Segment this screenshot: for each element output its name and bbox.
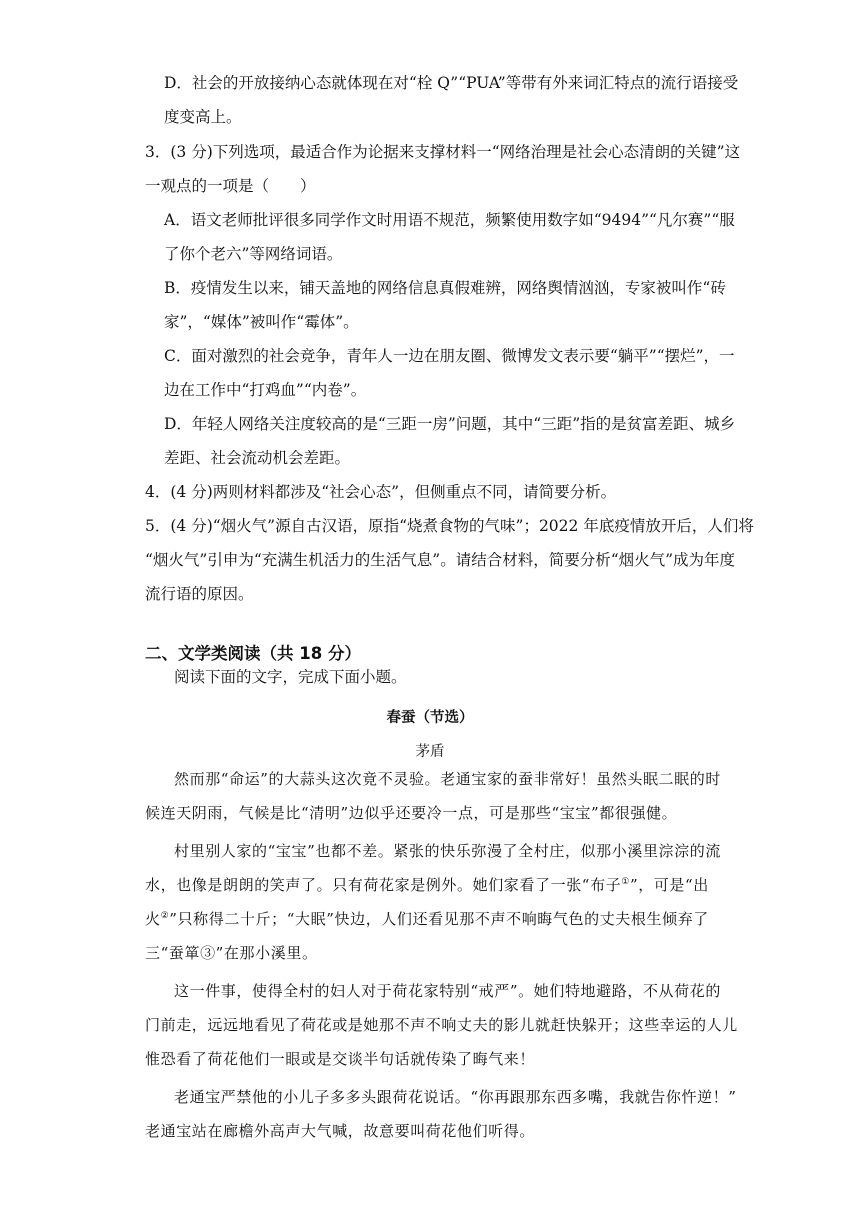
option-d2-line2: 差距、社会流动机会差距。 xyxy=(164,449,351,467)
footnote-mark-1: ① xyxy=(621,877,630,887)
option-a-line2: 了你个老六”等网络词语。 xyxy=(164,245,343,263)
passage-line: 惟恐看了荷花他们一眼或是交谈半句话就传染了晦气来！ xyxy=(145,1050,536,1068)
passage-line: 门前走，远远地看见了荷花或是她那不声不响丈夫的影儿就赶快躲开；这些幸运的人儿 xyxy=(145,1016,738,1034)
passage-line: 候连天阴雨，气候是比“清明”边似乎还要冷一点，可是那些“宝宝”都很强健。 xyxy=(145,804,678,822)
passage-text: ”，可是“出 xyxy=(629,876,709,894)
passage-line-with-note xyxy=(145,868,709,902)
passage-author: 茅盾 xyxy=(415,744,445,760)
section-instruction: 阅读下面的文字，完成下面小题。 xyxy=(174,668,407,686)
option-d-line2: 度变高上。 xyxy=(164,108,242,126)
option-d-line1: D．社会的开放接纳心态就体现在对“栓 Q”“PUA”等带有外来词汇特点的流行语接受 xyxy=(164,74,739,92)
question-5-line3: 流行语的原因。 xyxy=(145,585,254,603)
passage-text: ”只称得二十斤；“大眠”快边，人们还看见那不声不响晦气色的丈夫根生倾弃了 xyxy=(169,910,709,928)
passage-line: 这一件事，使得全村的妇人对于荷花家特别“戒严”。她们特地避路，不从荷花的 xyxy=(174,982,721,1000)
passage-line: 然而那“命运”的大蒜头这次竟不灵验。老通宝家的蚕非常好！虽然头眠二眠的时 xyxy=(174,770,721,788)
question-5-line1: 5．(4 分)“烟火气”源自古汉语，原指“烧煮食物的气味”；2022 年底疫情放开后，人们将 xyxy=(145,517,754,535)
passage-line: 老通宝站在廊檐外高声大气喊，故意要叫荷花他们听得。 xyxy=(145,1122,536,1140)
question-5-line2: “烟火气”引申为“充满生机活力的生活气息”。请结合材料，简要分析“烟火气”成为年度 xyxy=(145,551,736,569)
question-3-line2: 一观点的一项是（ ） xyxy=(145,177,316,195)
section-heading: 二、文学类阅读（共 18 分） xyxy=(145,644,361,663)
passage-title: 春蚕（节选） xyxy=(386,710,474,726)
footnote-mark-2: ② xyxy=(160,911,170,921)
passage-line-with-note xyxy=(145,902,709,936)
passage-text: 水，也像是朗朗的笑声了。只有荷花家是例外。她们家看了一张“布子 xyxy=(145,876,622,894)
option-c-line1: C．面对激烈的社会竞争，青年人一边在朋友圈、微博发文表示要“躺平”“摆烂”，一 xyxy=(164,347,735,365)
option-d2-line1: D．年轻人网络关注度较高的是“三距一房”问题，其中“三距”指的是贫富差距、城乡 xyxy=(164,415,736,433)
passage-line: 村里别人家的“宝宝”也都不差。紧张的快乐弥漫了全村庄，似那小溪里淙淙的流 xyxy=(174,842,721,860)
passage-line: 老通宝严禁他的小儿子多多头跟荷花说话。“你再跟那东西多嘴，我就告你忤逆！” xyxy=(174,1088,737,1106)
option-b-line2: 家”，“媒体”被叫作“霉体”。 xyxy=(164,313,359,331)
option-b-line1: B．疫情发生以来，铺天盖地的网络信息真假难辨，网络舆情汹汹，专家被叫作“砖 xyxy=(164,279,726,297)
passage-line: 三“蚕箪③”在那小溪里。 xyxy=(145,944,318,962)
question-3-line1: 3．(3 分)下列选项，最适合作为论据来支撑材料一“网络治理是社会心态清朗的关键”这 xyxy=(145,143,741,161)
passage-text: 火 xyxy=(145,910,161,928)
option-c-line2: 边在工作中“打鸡血”“内卷”。 xyxy=(164,381,367,399)
option-a-line1: A．语文老师批评很多同学作文时用语不规范，频繁使用数字如“9494”“凡尔赛”“服 xyxy=(164,211,735,229)
question-4: 4．(4 分)两则材料都涉及“社会心态”，但侧重点不同，请简要分析。 xyxy=(145,483,617,501)
